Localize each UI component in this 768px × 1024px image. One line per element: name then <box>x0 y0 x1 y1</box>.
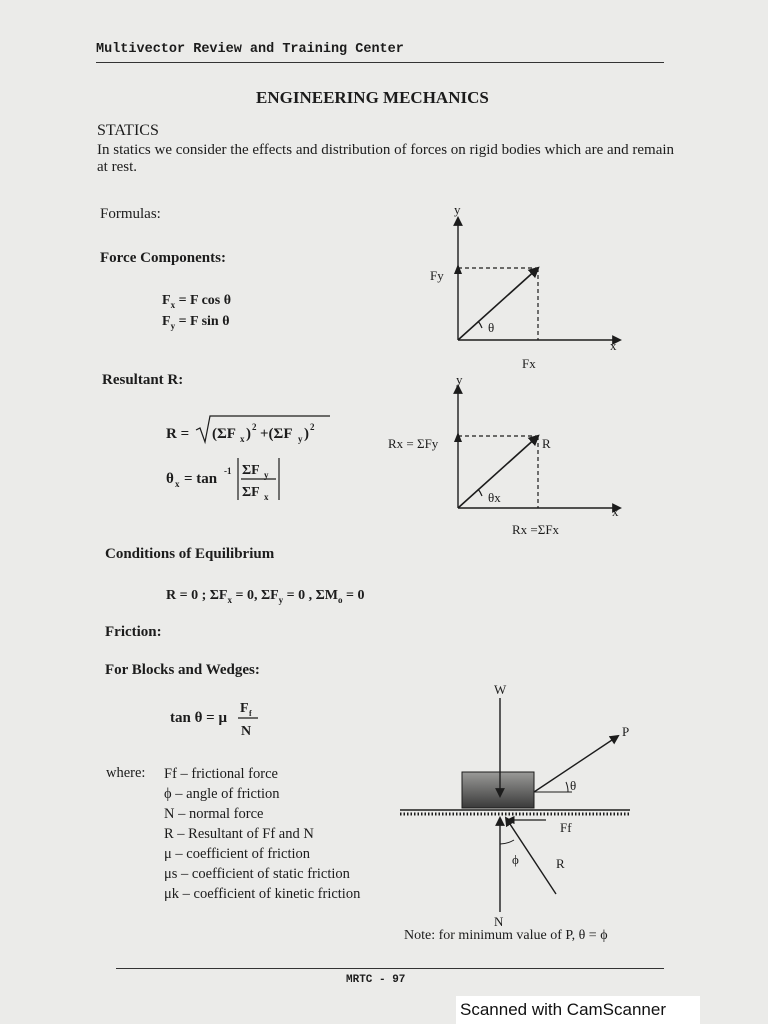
x-axis-label: x <box>610 338 617 353</box>
where-item: μ – coefficient of friction <box>164 846 311 862</box>
header-rule <box>96 62 664 63</box>
x-axis-label: x <box>612 504 619 519</box>
friction-formula <box>166 694 276 744</box>
svg-text:N: N <box>241 724 252 739</box>
resultant-diagram <box>384 372 654 542</box>
blocks-wedges-label: For Blocks and Wedges: <box>105 662 260 678</box>
where-item: R – Resultant of Ff and N <box>164 826 314 842</box>
svg-text:): ) <box>304 426 309 442</box>
formulas-label: Formulas: <box>100 206 161 222</box>
svg-text:R =: R = <box>166 426 190 442</box>
y-axis-label: y <box>454 202 461 217</box>
page-header: Multivector Review and Training Center <box>96 42 404 57</box>
svg-text:= tan: = tan <box>184 471 218 487</box>
theta-label: θ <box>488 320 495 335</box>
svg-text:): ) <box>246 426 251 442</box>
where-item: μk – coefficient of kinetic friction <box>164 886 361 902</box>
r-label: R <box>556 856 565 871</box>
svg-text:ΣF: ΣF <box>242 463 260 478</box>
svg-text:F: F <box>240 701 249 716</box>
page-footer: MRTC - 97 <box>346 974 406 986</box>
footer-rule <box>116 968 664 969</box>
svg-text:+(ΣF: +(ΣF <box>260 426 293 442</box>
p-label: P <box>622 724 630 739</box>
equilibrium-equations: R = 0 ; $\Sigma F_x = 0$, $\Sigma F_y = 0$ , $\Sigma M_o = 0$ <box>166 588 365 605</box>
phi-label: ϕ <box>512 852 519 867</box>
resultant-formulas <box>160 408 340 508</box>
force-components-label: Force Components: <box>100 250 226 266</box>
formula-fx-text: $F_x = F$ cos θ <box>162 293 232 310</box>
scanner-watermark: Scanned with CamScanner <box>456 996 700 1024</box>
fy-label: Fy <box>430 268 444 283</box>
svg-text:-1: -1 <box>224 466 232 476</box>
force-vector <box>458 268 538 340</box>
formula-fx <box>162 292 231 314</box>
formula-fy <box>162 313 230 335</box>
r-label: R <box>542 436 551 451</box>
svg-text:tan θ = μ: tan θ = μ <box>170 710 227 726</box>
equilibrium-label: Conditions of Equilibrium <box>105 546 275 562</box>
where-list <box>164 764 360 904</box>
page-title: ENGINEERING MECHANICS <box>256 88 489 107</box>
note-text: Note: for minimum value of P, θ = ϕ <box>404 928 608 943</box>
svg-text:f: f <box>249 709 252 718</box>
svg-text:ΣF: ΣF <box>242 485 260 500</box>
section-intro: In statics we consider the effects and distribution of forces on rigid bodies which are and remain at rest. <box>97 142 675 175</box>
theta-label: θx <box>488 490 501 505</box>
svg-text:x: x <box>240 434 245 444</box>
w-label: W <box>494 684 507 697</box>
where-label: where: <box>106 765 146 781</box>
svg-text:2: 2 <box>252 422 257 432</box>
ry-label: Rx = ΣFy <box>388 436 439 451</box>
svg-text:x: x <box>264 492 269 502</box>
fx-label: Fx <box>522 356 536 371</box>
formula-fy-text: $F_y = F$ sin θ <box>162 314 230 331</box>
svg-text:θ: θ <box>166 471 174 487</box>
svg-text:2: 2 <box>310 422 315 432</box>
where-item: Ff – frictional force <box>164 766 278 782</box>
friction-block-diagram <box>396 684 646 928</box>
svg-text:y: y <box>298 434 303 444</box>
rx-label: Rx =ΣFx <box>512 522 560 537</box>
svg-text:x: x <box>175 479 180 489</box>
where-item: N – normal force <box>164 806 264 822</box>
where-item: μs – coefficient of static friction <box>164 866 350 882</box>
svg-text:y: y <box>264 470 269 480</box>
friction-label: Friction: <box>105 624 162 640</box>
section-heading: STATICS <box>97 122 159 139</box>
svg-text:(ΣF: (ΣF <box>212 426 236 442</box>
ff-label: Ff <box>560 820 572 835</box>
theta-label: θ <box>570 778 577 793</box>
block <box>462 772 534 808</box>
where-item: ϕ – angle of friction <box>164 786 280 802</box>
n-label: N <box>494 914 504 928</box>
y-axis-label: y <box>456 372 463 387</box>
force-components-diagram <box>420 200 650 380</box>
resultant-label: Resultant R: <box>102 372 184 388</box>
